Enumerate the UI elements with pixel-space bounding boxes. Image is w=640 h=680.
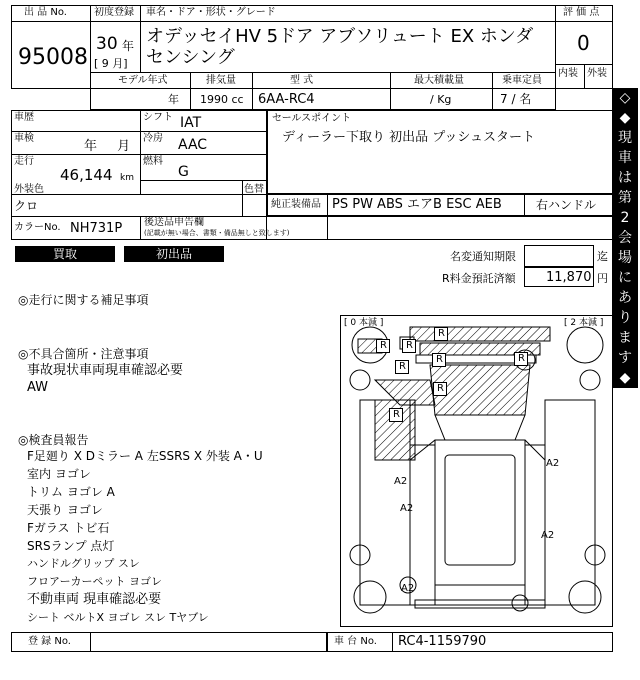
exterior-color-value: クロ	[14, 199, 39, 213]
side-notice-char: 場	[618, 250, 632, 266]
mileage-label: 走行	[14, 156, 34, 167]
first-registration-label: 初度登録	[94, 7, 134, 18]
side-notice	[612, 88, 638, 388]
evaluation-label: 評 価 点	[563, 7, 600, 18]
repair-mark: R	[402, 339, 416, 353]
deadline-box	[524, 245, 594, 267]
inspector-line: SRSランプ 点灯	[27, 539, 115, 553]
scratch-mark: A2	[401, 583, 415, 594]
repair-mark: R	[434, 327, 448, 341]
deadline-label: 名変通知期限	[450, 250, 516, 263]
capacity-value: 7 / 名	[500, 92, 532, 106]
side-notice-char: は	[618, 170, 632, 186]
type-label: 型 式	[290, 75, 314, 86]
scratch-mark: A2	[541, 530, 555, 541]
sales-points-label: セールスポイント	[272, 113, 352, 124]
side-notice-char: ◇	[619, 90, 631, 106]
car-diagram	[340, 315, 613, 627]
shift-value: IAT	[180, 115, 202, 131]
tire-front-right	[567, 327, 603, 363]
evaluation-score: 0	[577, 31, 590, 55]
side-notice-char: 第	[618, 190, 632, 206]
side-notice-char: り	[618, 310, 632, 326]
side-notice-char: に	[618, 270, 632, 286]
scratch-mark: A2	[394, 476, 408, 487]
inspector-title: ◎検査員報告	[18, 433, 89, 447]
tire-bracket-right: [ 2 本減 ]	[564, 318, 604, 328]
steering-value: 右ハンドル	[536, 198, 597, 212]
lot-number-label: 出 品 No.	[24, 7, 67, 18]
recycle-label: R料金預託済額	[442, 272, 516, 285]
side-notice-char: ◆	[619, 370, 631, 386]
repair-mark: R	[395, 360, 409, 374]
type-value: 6AA-RC4	[258, 92, 315, 107]
inspector-line: フロアーカーペット ヨゴレ	[27, 575, 162, 588]
fuel-label: 燃料	[143, 156, 163, 167]
inspector-line: Fガラス トビ石	[27, 521, 110, 535]
max-load-label: 最大積載量	[414, 75, 464, 86]
defect-line: 事故現状車両現車確認必要	[27, 363, 184, 378]
color-no-value: NH731P	[70, 221, 123, 236]
registration-year-unit: 年	[122, 39, 135, 53]
inspector-line: ハンドルグリップ スレ	[27, 557, 140, 570]
car-name-label: 車名・ドア・形状・グレード	[146, 7, 276, 18]
fuel-value: G	[178, 164, 189, 180]
ac-value: AAC	[178, 137, 208, 153]
color-change-label: 色替	[244, 184, 264, 195]
exterior-color-label: 外装色	[14, 184, 44, 195]
color-no-label: カラーNo.	[14, 222, 61, 233]
inspection-label: 車検	[14, 133, 34, 144]
defects-title: ◎不具合箇所・注意事項	[18, 347, 149, 361]
side-notice-char: す	[618, 350, 632, 366]
equipment-value: PS PW ABS エアB ESC AEB	[332, 197, 502, 212]
scratch-mark: A2	[546, 458, 560, 469]
repair-mark: R	[389, 408, 403, 422]
lot-number: 95008	[18, 45, 88, 70]
max-load-value: / Kg	[430, 93, 452, 106]
interior-label: 内装	[558, 68, 578, 79]
history-label: 車歴	[14, 112, 34, 123]
side-notice-char: 車	[618, 150, 632, 166]
inspector-line: 室内 ヨゴレ	[27, 467, 91, 481]
front-bumper	[410, 327, 550, 341]
capacity-label: 乗車定員	[502, 75, 542, 86]
inspector-line: F足廻り X Dミラー A 左SSRS X 外装 A・U	[27, 449, 263, 463]
inspector-line: シート ベルトX ヨゴレ スレ Tヤブレ	[27, 611, 209, 624]
equipment-label: 純正装備品	[271, 199, 321, 210]
mileage-value: 46,144	[60, 166, 113, 184]
side-notice-char: 2	[620, 210, 630, 226]
mileage-unit: km	[120, 173, 134, 183]
model-year-label: モデル年式	[118, 75, 168, 86]
chassis-no-value: RC4-1159790	[398, 634, 487, 649]
displacement-value: 1990 cc	[200, 93, 244, 106]
side-notice-char: 現	[618, 130, 632, 146]
repair-mark: R	[432, 353, 446, 367]
registration-year: 30	[96, 34, 118, 54]
aftermarket-label: 後送品申告欄	[144, 217, 204, 228]
inspector-line: トリム ヨゴレ A	[27, 485, 115, 499]
side-notice-char: 会	[618, 230, 632, 246]
deadline-suffix: 迄	[597, 250, 608, 263]
sales-points-text: ディーラー下取り 初出品 プッシュスタート	[282, 130, 536, 145]
inspector-line: 不動車両 現車確認必要	[27, 592, 162, 607]
registration-month: [ 9 月]	[94, 57, 128, 70]
tag-buyback: 買取	[15, 246, 115, 262]
tire-bracket-left: [ 0 本減 ]	[344, 318, 384, 328]
model-year-unit: 年	[168, 93, 179, 106]
aftermarket-note: (記載が無い場合、書類・備品無しと致します)	[144, 229, 290, 237]
defect-line: AW	[27, 380, 49, 395]
ac-label: 冷房	[143, 133, 163, 144]
side-notice-char: ◆	[619, 110, 631, 126]
repair-mark: R	[376, 339, 390, 353]
scratch-mark: A2	[400, 503, 414, 514]
roof	[435, 440, 525, 585]
inspection-value: 年 月	[84, 139, 131, 154]
repair-mark: R	[433, 382, 447, 396]
exterior-label: 外装	[587, 68, 607, 79]
displacement-label: 排気量	[206, 75, 236, 86]
repair-mark: R	[514, 352, 528, 366]
side-notice-char: あ	[618, 290, 632, 306]
recycle-value: 11,870	[546, 270, 592, 285]
side-notice-char: ま	[618, 330, 632, 346]
registration-no-label: 登 録 No.	[28, 636, 71, 647]
car-name: オデッセイHV 5ドア アブソリュート EX ホンダセンシング	[146, 26, 534, 68]
tag-first-listing: 初出品	[124, 246, 224, 262]
chassis-no-label: 車 台 No.	[334, 636, 377, 647]
driving-notes-title: ◎走行に関する補足事項	[18, 293, 149, 307]
shift-label: シフト	[143, 112, 173, 123]
recycle-unit: 円	[597, 272, 608, 285]
inspector-line: 天張り ヨゴレ	[27, 503, 103, 517]
